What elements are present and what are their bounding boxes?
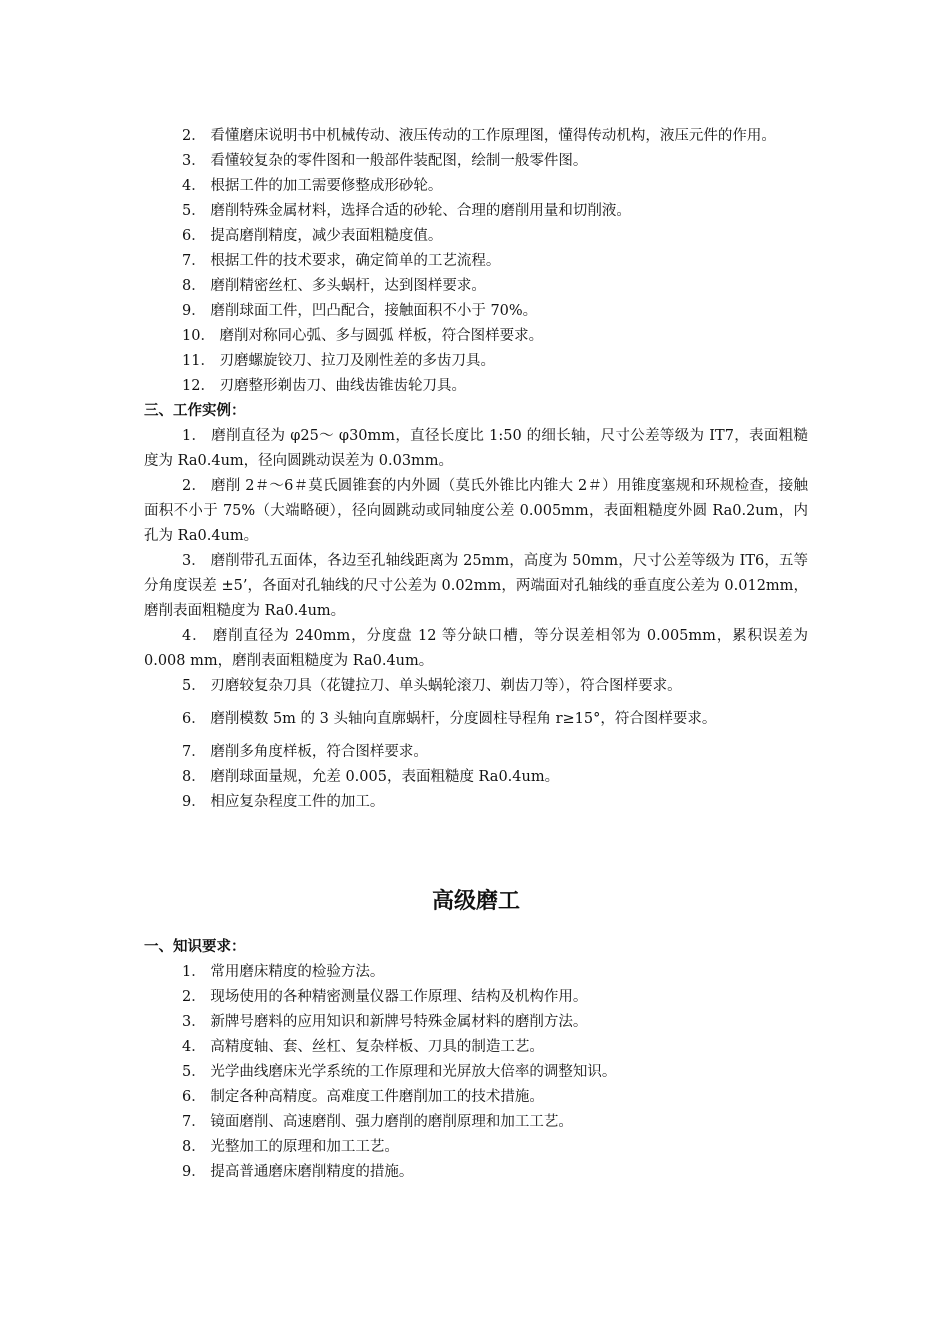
list-item: 2． 现场使用的各种精密测量仪器工作原理、结构及机构作用。: [182, 989, 588, 1005]
list-item: 5． 刃磨较复杂刀具（花键拉刀、单头蜗轮滚刀、剃齿刀等），符合图样要求。: [182, 678, 682, 694]
list-item: 1． 磨削直径为 φ25～ φ30mm，直径长度比 1:50 的细长轴，尺寸公差等级为 IT7，表面粗糙度为 Ra0.4um，径向圆跳动误差为 0.03mm。: [144, 428, 808, 469]
list-item: 3． 看懂较复杂的零件图和一般部件装配图，绘制一般零件图。: [182, 153, 588, 169]
list-item: 10． 磨削对称同心弧、多与圆弧 样板，符合图样要求。: [182, 328, 544, 344]
list-item: 4． 根据工件的加工需要修整成形砂轮。: [182, 178, 443, 194]
list-item: 12． 刃磨整形剃齿刀、曲线齿锥齿轮刀具。: [182, 378, 467, 394]
list-item: 6． 磨削模数 5m 的 3 头轴向直廓蜗杆，分度圆柱导程角 r≥15°，符合图样要求。: [182, 711, 717, 727]
list-item: 5． 光学曲线磨床光学系统的工作原理和光屏放大倍率的调整知识。: [182, 1064, 617, 1080]
list-item: 9． 相应复杂程度工件的加工。: [182, 794, 385, 810]
list-item: 2． 看懂磨床说明书中机械传动、液压传动的工作原理图，懂得传动机构，液压元件的作用。: [182, 128, 776, 144]
document-page: [144, 124, 808, 1185]
list-item: 2． 磨削 2＃～6＃莫氏圆锥套的内外圆（莫氏外锥比内锥大 2＃）用锥度塞规和环规检查，接触面积不小于 75%（大端略硬），径向圆跳动或同轴度公差 0.005mm，表面粗糙度外圆 Ra0.2um，内孔为 Ra0.4um。: [144, 478, 808, 544]
list-item: 3． 新牌号磨料的应用知识和新牌号特殊金属材料的磨削方法。: [182, 1014, 588, 1030]
list-item: 7． 磨削多角度样板，符合图样要求。: [182, 744, 428, 760]
list-item: 6． 制定各种高精度。高难度工件磨削加工的技术措施。: [182, 1089, 544, 1105]
list-item: 11． 刃磨螺旋铰刀、拉刀及刚性差的多齿刀具。: [182, 353, 496, 369]
list-item: 4． 磨削直径为 240mm，分度盘 12 等分缺口槽，等分误差相邻为 0.005mm，累积误差为 0.008 mm，磨削表面粗糙度为 Ra0.4um。: [144, 628, 808, 669]
section-heading-knowledge: 一、知识要求：: [144, 939, 246, 955]
page-title: 高级磨工: [431, 889, 520, 914]
list-item: 8． 光整加工的原理和加工工艺。: [182, 1139, 399, 1155]
list-item: 8． 磨削精密丝杠、多头蜗杆，达到图样要求。: [182, 278, 486, 294]
list-item: 7． 镜面磨削、高速磨削、强力磨削的磨削原理和加工工艺。: [182, 1114, 573, 1130]
list-item: 7． 根据工件的技术要求，确定简单的工艺流程。: [182, 253, 501, 269]
list-item: 9． 磨削球面工件，凹凸配合，接触面积不小于 70%。: [182, 303, 538, 319]
list-item: 8． 磨削球面量规，允差 0.005，表面粗糙度 Ra0.4um。: [182, 769, 560, 785]
list-item: 9． 提高普通磨床磨削精度的措施。: [182, 1164, 414, 1180]
list-item: 3． 磨削带孔五面体，各边至孔轴线距离为 25mm，高度为 50mm，尺寸公差等级为 IT6，五等分角度误差 ±5’，各面对孔轴线的尺寸公差为 0.02mm，两端面对孔轴线的垂直度公差为 0.012mm，磨削表面粗糙度为 Ra0.4um。: [144, 553, 808, 619]
list-item: 4． 高精度轴、套、丝杠、复杂样板、刀具的制造工艺。: [182, 1039, 544, 1055]
list-item: 1． 常用磨床精度的检验方法。: [182, 964, 385, 980]
list-item: 5． 磨削特殊金属材料，选择合适的砂轮、合理的磨削用量和切削液。: [182, 203, 631, 219]
section-heading-work-examples: 三、工作实例：: [144, 403, 246, 419]
list-item: 6． 提高磨削精度，减少表面粗糙度值。: [182, 228, 443, 244]
